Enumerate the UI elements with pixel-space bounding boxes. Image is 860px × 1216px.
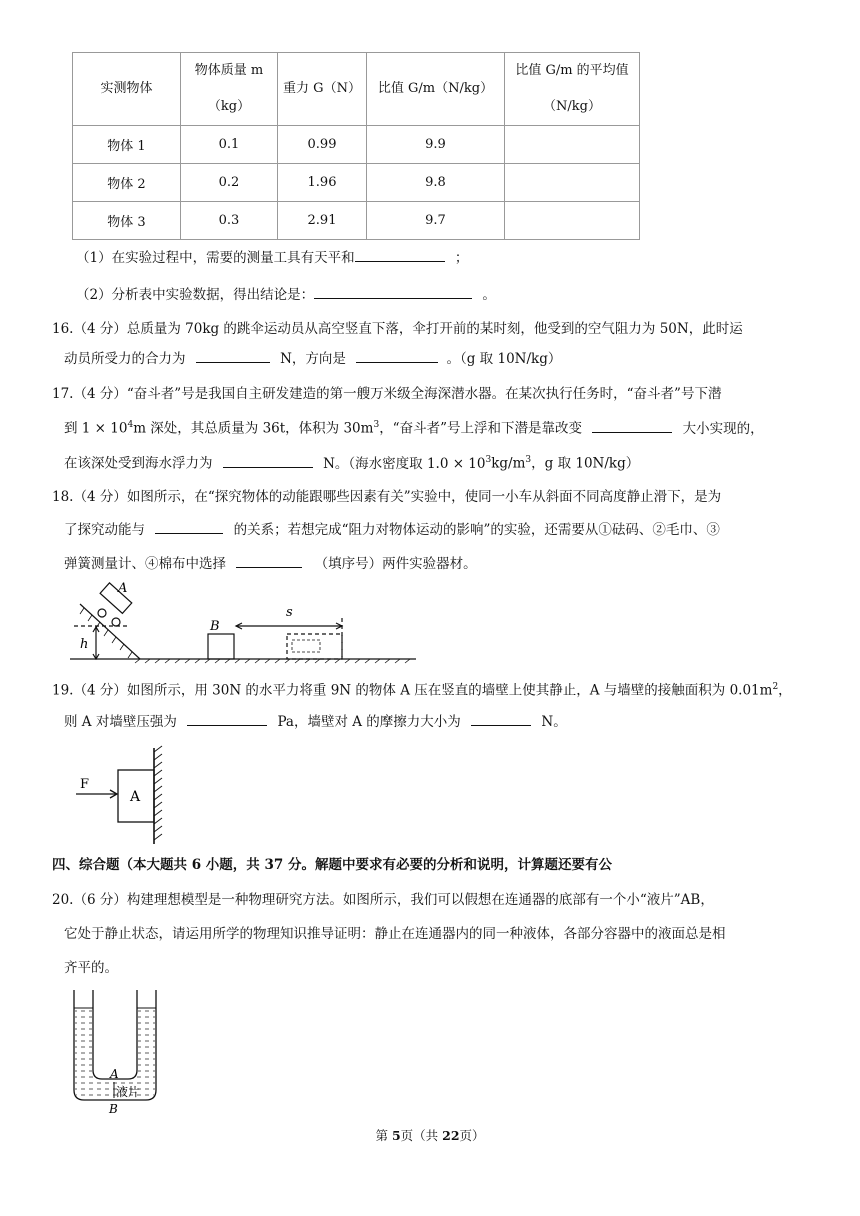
table-cell: 0.1 (181, 126, 278, 164)
label-b: B (210, 619, 220, 634)
table-header-cell: 重力 G（N） (278, 53, 367, 126)
table-cell: 物体 3 (73, 202, 181, 240)
car-wheel (98, 609, 106, 617)
table-header-row (73, 53, 640, 126)
label-a: A (118, 581, 128, 596)
section-heading: 四、综合题（本大题共 6 小题，共 37 分。解题中要求有必要的分析和说明，计算题还要有公 (52, 857, 612, 873)
q20-line3: 齐平的。 (64, 960, 118, 976)
table-cell (505, 202, 640, 240)
q18-figure (70, 578, 420, 664)
table-cell: 9.8 (367, 164, 505, 202)
q18-line1: 18.（4 分）如图所示，在“探究物体的动能跟哪些因素有关”实验中，使同一小车从斜面不同高度静止滑下，是为 (52, 489, 722, 505)
page-footer: 第 5页（共 22页） (375, 1128, 485, 1143)
table-cell: 0.2 (181, 164, 278, 202)
q19-line1: 19.（4 分）如图所示，用 30N 的水平力将重 9N 的物体 A 压在竖直的墙壁上使其静止，A 与墙壁的接触面积为 $0.01m^2$， (52, 682, 792, 699)
answer-blank[interactable] (155, 519, 223, 534)
q18-line3: 弹簧测量计、④棉布中选择 （填序号）两件实验器材。 (64, 553, 477, 574)
label-liquid-piece: 液片 (116, 1085, 141, 1099)
table-cell: 9.9 (367, 126, 505, 164)
car-wheel (112, 618, 120, 626)
page-number: 5 (391, 1128, 401, 1143)
answer-blank[interactable] (592, 418, 672, 433)
label-f: F (80, 777, 90, 792)
answer-blank[interactable] (223, 453, 313, 468)
q16-line2: 动员所受力的合力为 N，方向是 。（g 取 10N/kg） (64, 348, 561, 369)
answer-blank[interactable] (196, 348, 270, 363)
answer-blank[interactable] (356, 348, 438, 363)
label-s: s (286, 605, 293, 620)
answer-blank[interactable] (471, 711, 531, 726)
table-header-cell: 物体质量 m （kg） (181, 53, 278, 126)
block-final-position (287, 634, 342, 659)
table-header-cell: 实测物体 (73, 53, 181, 126)
table-row (73, 126, 640, 164)
q15-part1: （1）在实验过程中，需要的测量工具有天平和 ； (76, 247, 468, 268)
label-a: A (110, 1067, 119, 1081)
table-header-cell: 比值 G/m 的平均值 （N/kg） (505, 53, 640, 126)
q16-line1: 16.（4 分）总质量为 70kg 的跳伞运动员从高空竖直下落，伞打开前的某时刻，他受到的空气阻力为 50N，此时运 (52, 321, 743, 337)
q20-line1: 20.（6 分）构建理想模型是一种物理研究方法。如图所示，我们可以假想在连通器的底部有一个小“液片”AB， (52, 892, 714, 908)
label-h: h (80, 637, 89, 652)
table-cell: 物体 1 (73, 126, 181, 164)
table-cell: 9.7 (367, 202, 505, 240)
q18-line2: 了探究动能与 的关系；若想完成“阻力对物体运动的影响”的实验，还需要从①砝码、②毛巾、③ (64, 519, 720, 540)
q17-line1: 17.（4 分）“奋斗者”号是我国自主研发建造的第一艘万米级全海深潜水器。在某次执行任务时，“奋斗者”号下潜 (52, 386, 722, 402)
car-final-position (292, 640, 320, 652)
answer-blank[interactable] (355, 247, 445, 262)
table-cell: 0.3 (181, 202, 278, 240)
data-table (72, 52, 640, 240)
answer-blank[interactable] (187, 711, 267, 726)
page-total: 22 (442, 1128, 460, 1143)
table-cell: 0.99 (278, 126, 367, 164)
block-b (208, 634, 234, 659)
q17-line3: 在该深处受到海水浮力为 N。（海水密度取 $1.0 \times 10^3kg/m^3$，g 取 10N/kg） (64, 450, 639, 474)
q19-line2: 则 A 对墙壁压强为 Pa，墙壁对 A 的摩擦力大小为 N。 (64, 711, 567, 732)
label-a: A (130, 789, 141, 805)
q20-figure (72, 990, 164, 1116)
table-cell: 2.91 (278, 202, 367, 240)
table-cell (505, 164, 640, 202)
table-header-cell: 比值 G/m（N/kg） (367, 53, 505, 126)
answer-blank[interactable] (314, 284, 472, 299)
answer-blank[interactable] (236, 553, 302, 568)
q15-part2: （2）分析表中实验数据，得出结论是： 。 (76, 284, 496, 305)
vessel-inner-wall (93, 990, 137, 1079)
q20-line2: 它处于静止状态，请运用所学的物理知识推导证明：静止在连通器内的同一种液体，各部分容器中的液面总是相 (64, 926, 726, 942)
table-cell: 1.96 (278, 164, 367, 202)
q17-line2: 到 $1 \times 10^4m$ 深处，其总质量为 36t，体积为 $30m^3$，“奋斗者”号上浮和下潜是靠改变 大小实现的， (64, 415, 764, 439)
incline (80, 604, 140, 659)
table-cell (505, 126, 640, 164)
table-cell: 物体 2 (73, 164, 181, 202)
table-row (73, 164, 640, 202)
label-b: B (109, 1102, 118, 1116)
wall-hatch (154, 746, 162, 840)
q19-figure (76, 748, 166, 848)
liquid (75, 1008, 155, 1098)
table-row (73, 202, 640, 240)
